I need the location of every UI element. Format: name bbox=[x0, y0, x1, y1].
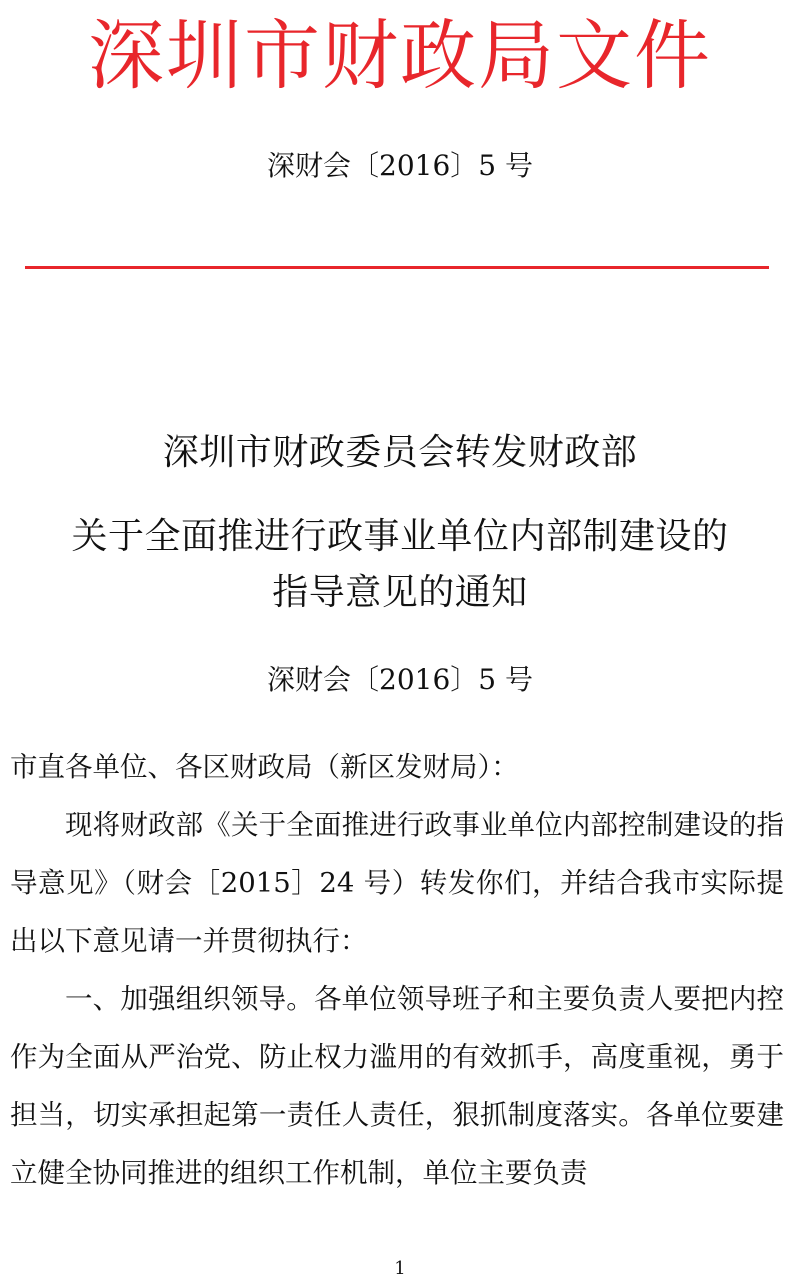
issuer-title: 深圳市财政局文件 bbox=[88, 11, 712, 100]
page-number: 1 bbox=[394, 1258, 406, 1279]
doc-title-line-2: 关于全面推进行政事业单位内部制建设的 bbox=[71, 516, 729, 557]
red-divider bbox=[25, 266, 769, 269]
doc-title-line-1: 深圳市财政委员会转发财政部 bbox=[162, 432, 638, 473]
body-paragraph: 现将财政部《关于全面推进行政事业单位内部控制建设的指导意见》（财会［2015］24 号）转发你们，并结合我市实际提出以下意见请一并贯彻执行： bbox=[10, 809, 784, 957]
header-doc-number: 深财会〔2016〕5 号 bbox=[267, 149, 533, 182]
document-body bbox=[10, 738, 784, 1202]
doc-title-line-3: 指导意见的通知 bbox=[272, 572, 528, 613]
title-doc-number: 深财会〔2016〕5 号 bbox=[267, 663, 533, 696]
body-paragraph: 一、加强组织领导。各单位领导班子和主要负责人要把内控作为全面从严治党、防止权力滥用的有效抓手，高度重视，勇于担当，切实承担起第一责任人责任，狠抓制度落实。各单位要建立健全协同推进的组织工作机制，单位主要负责 bbox=[10, 983, 784, 1189]
addressee-line: 市直各单位、各区财政局（新区发财局）： bbox=[10, 751, 519, 783]
